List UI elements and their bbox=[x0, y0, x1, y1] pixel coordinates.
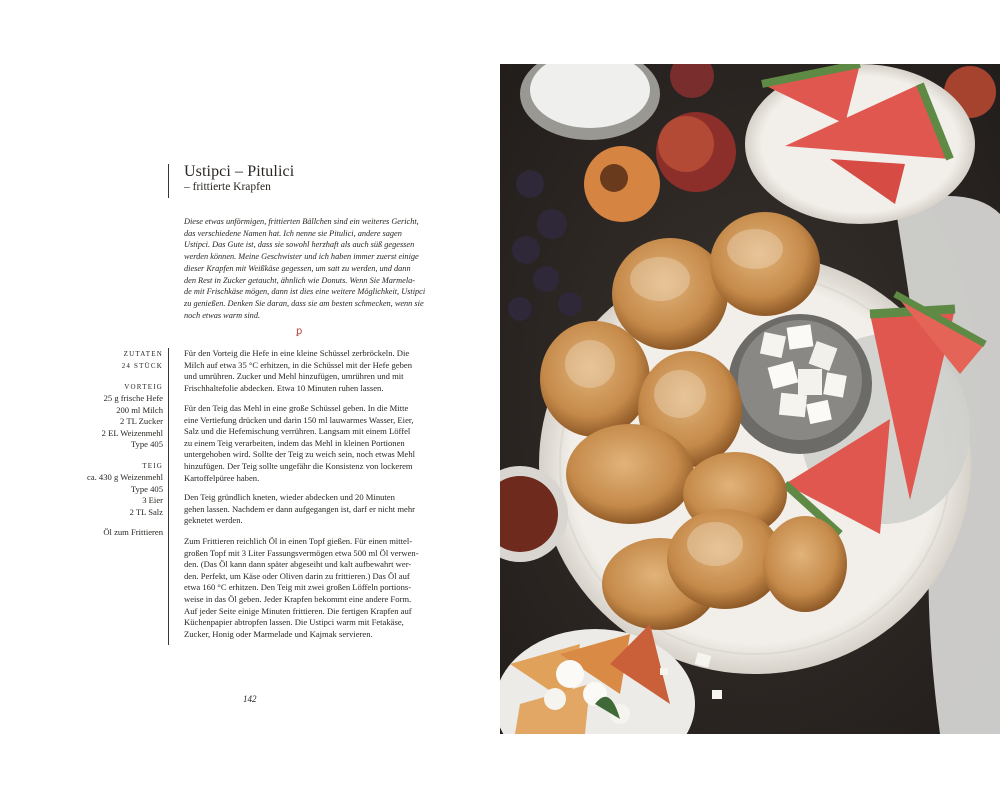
intro-line: den Rest in Zucker getaucht, ähnlich wie Donuts. Wenn Sie Marmela- bbox=[184, 275, 416, 285]
method-line: eine Vertiefung drücken und darin 150 ml lauwarmes Wasser, Eier, bbox=[184, 414, 414, 425]
ingredient-item: 3 Eier bbox=[142, 495, 163, 505]
food-photo bbox=[500, 64, 1000, 734]
intro-line: zu genießen. Denken Sie daran, dass sie am besten schmecken, wenn sie bbox=[184, 298, 424, 308]
method-line: untergehoben wird. Sollte der Teig zu weich sein, noch etwas Mehl bbox=[184, 449, 416, 460]
ingredient-item: 200 ml Milch bbox=[116, 405, 163, 415]
ingredient-item: Type 405 bbox=[130, 484, 163, 494]
method-line: Für den Teig das Mehl in eine große Schüssel geben. In die Mitte bbox=[184, 403, 409, 413]
ingredient-item: Öl zum Frittieren bbox=[103, 527, 163, 537]
method-line: Salz und die Hefemischung verrühren. Langsam mit einem Löffel bbox=[184, 426, 411, 437]
method-line: Küchenpapier abtropfen lassen. Die Ustipci warm mit Fetakäse, bbox=[184, 617, 404, 628]
intro-line: werden können. Meine Geschwister und ich haben immer zuerst einige bbox=[184, 252, 419, 262]
ingredient-item: 25 g frische Hefe bbox=[103, 393, 163, 403]
title-rule bbox=[168, 164, 169, 198]
method-line: geknetet werden. bbox=[184, 515, 243, 526]
recipe-title: Ustipci – Pitulici bbox=[184, 163, 295, 180]
method-line: Den Teig gründlich kneten, wieder abdecken und 20 Minuten bbox=[184, 492, 395, 502]
method-line: zu einem Teig verarbeiten, indem das Mehl in kleinen Portionen bbox=[184, 437, 405, 448]
method-line: den. Perfekt, um Käse oder Oliven darin zu frittieren.) Das Öl auf bbox=[184, 570, 410, 581]
method-paragraph bbox=[184, 348, 429, 394]
ingredient-item: Type 405 bbox=[130, 439, 163, 449]
method-line: weise in das Öl geben. Jeder Krapfen bekommt eine andere Form. bbox=[184, 593, 412, 604]
intro-line: noch etwas warm sind. bbox=[184, 310, 261, 320]
ingredients-heading: ZUTATEN bbox=[123, 350, 163, 358]
vorteig-heading: VORTEIG bbox=[124, 383, 163, 391]
method-paragraph bbox=[184, 403, 429, 484]
page-number: 142 bbox=[243, 694, 257, 704]
method-line: den. (Das Öl kann dann später abgeseiht und kalt aufbewahrt wer- bbox=[184, 559, 412, 570]
method-line: gehen lassen. Nachdem er dann aufgegangen ist, darf er nicht mehr bbox=[184, 503, 415, 514]
method-line: Für den Vorteig die Hefe in eine kleine Schüssel zerbröckeln. Die bbox=[184, 348, 410, 358]
intro-line: Ustipci. Das Gute ist, dass sie sowohl herzhaft als auch süß gegessen bbox=[184, 240, 415, 250]
method-line: hinzufügen. Der Teig sollte ungefähr die Konsistenz von lockerem bbox=[184, 460, 413, 471]
method-paragraph bbox=[184, 492, 429, 527]
intro-line: das verschiedene Namen hat. Ich nenne sie Pitulici, andere sagen bbox=[184, 228, 402, 238]
food-photo-illustration bbox=[500, 64, 1000, 734]
method-line: Auf jeder Seite einige Minuten frittieren. Die fertigen Krapfen auf bbox=[184, 605, 412, 616]
method-line: und umrühren. Zucker und Mehl hinzufügen, umrühren und mit bbox=[184, 371, 404, 382]
method-line: Zucker, Honig oder Marmelade und Kajmak servieren. bbox=[184, 628, 373, 639]
intro-line: dieser Krapfen mit Weißkäse gegessen, um satt zu werden, und dann bbox=[184, 263, 411, 273]
method-line: Kartoffelpüree haben. bbox=[184, 472, 260, 483]
feta-bowl bbox=[728, 314, 872, 454]
yield: 24 STÜCK bbox=[121, 362, 163, 370]
ingredient-item: 2 TL Salz bbox=[129, 507, 163, 517]
recipe-subtitle: – frittierte Krapfen bbox=[184, 181, 271, 193]
ingredients-rule bbox=[168, 348, 169, 645]
ingredient-item: 2 TL Zucker bbox=[120, 416, 163, 426]
recipe-intro bbox=[184, 216, 424, 321]
method-line: Zum Frittieren reichlich Öl in einen Topf gießen. Für einen mittel- bbox=[184, 536, 413, 546]
ornament-icon: ꝑ bbox=[296, 326, 303, 337]
method-line: Frischhaltefolie abdecken. Etwa 10 Minuten ruhen lassen. bbox=[184, 382, 384, 393]
ingredient-item: ca. 430 g Weizenmehl bbox=[87, 472, 163, 482]
watermelon-plate bbox=[745, 64, 975, 224]
method-line: Milch auf etwa 35 °C erhitzen, in die Schüssel mit der Hefe geben bbox=[184, 359, 412, 370]
teig-heading: TEIG bbox=[142, 462, 163, 470]
intro-line: de mit Frischkäse mögen, dann ist dies eine weitere Möglichkeit, Ustipci bbox=[184, 287, 426, 297]
method-line: etwa 160 °C erhitzen. Den Teig mit zwei großen Löffeln portions- bbox=[184, 582, 412, 593]
intro-line: Diese etwas unförmigen, frittierten Bällchen sind ein weiteres Gericht, bbox=[184, 217, 419, 226]
method-paragraph bbox=[184, 536, 429, 640]
method-line: großen Topf mit 3 Liter Fassungsvermögen etwa 500 ml Öl verwen- bbox=[184, 547, 419, 558]
ingredient-item: 2 EL Weizenmehl bbox=[101, 428, 163, 438]
